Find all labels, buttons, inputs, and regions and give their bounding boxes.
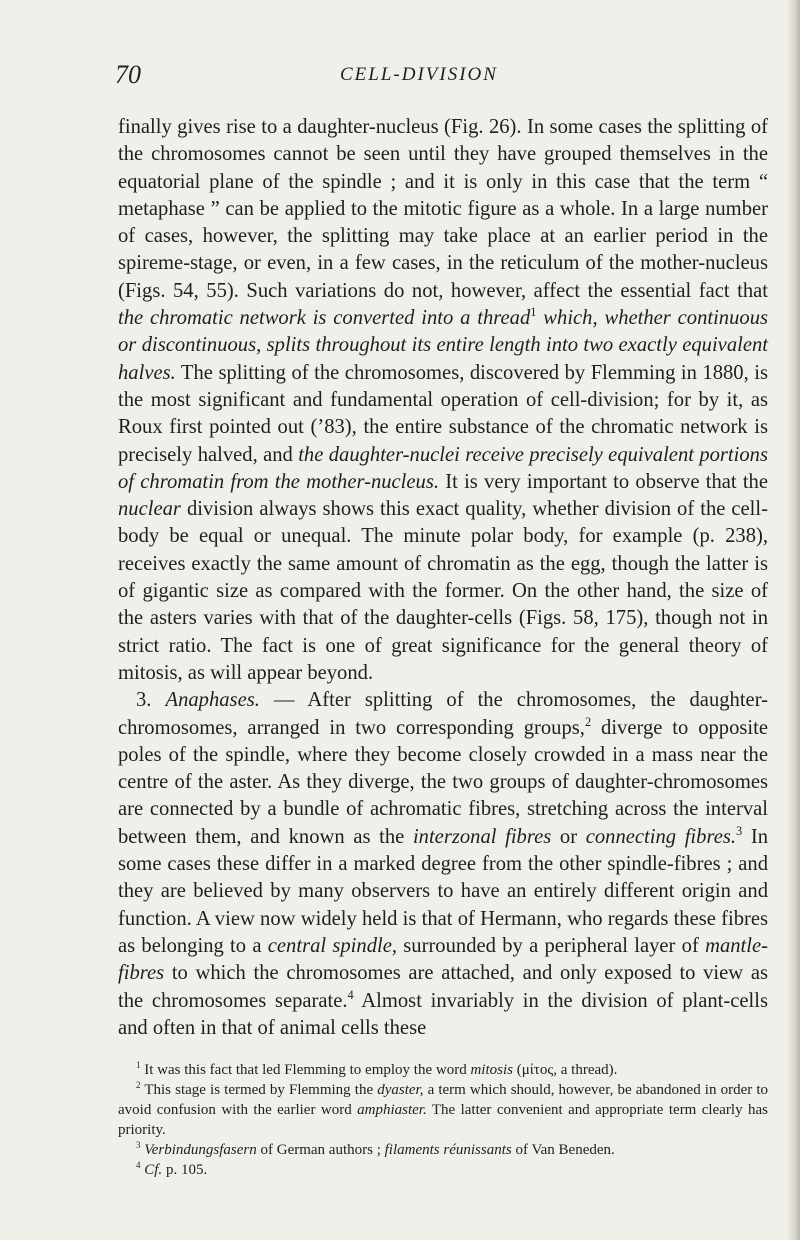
footnote-ref-2: 2 (584, 714, 592, 729)
footnote-ref-3: 3 (736, 823, 743, 838)
footnote-4: $^4$ Cf. p. 105. (136, 1160, 208, 1178)
paragraph-anaphases: 3. Anaphases. — After splitting of the chromosomes, the daughter-chromosomes, arranged in two corresponding groups,$^2$ diverge to opposite poles of the spindle, where they become closely crowded in a mass near the centre of the aster. As they diverge, the two groups of daughter-chromosomes are connected by a bundle of achromatic fibres, stretching across the interval between them, and known as the interzonal fibres or connecting fibres.$^3$ In some cases these differ in a marked degree from the other spindle-fibres ; and they are believed by many observers to have an entirely different origin and function. A view now widely held is that of Hermann, who regards these fibres as belonging to a central spindle, surrounded by a peripheral layer of mantle-fibres to which the chromosomes are attached, and only exposed to view as the chromosomes separate.$^4$ Almost invariably in the division of plant-cells and often in that of animal cells these (118, 689, 769, 1039)
section-heading-anaphases: Anaphases. (165, 689, 260, 712)
paragraph-splitting: finally gives rise to a daughter-nucleus (Fig. 26). In some cases the splitting of the chromosomes cannot be seen until they have grouped themselves in the equatorial plane of the spindle ; and it is only in this case that the term “ metaphase ” can be applied to the mitotic figure as a whole. In a large number of cases, however, the splitting may take place at an earlier period in the spireme-stage, or even, in a few cases, in the reticulum of the mother-nucleus (Figs. 54, 55). Such variations do not, however, affect the essential fact that the chromatic network is converted into a thread$^1$ which, whether continuous or discontinuous, splits throughout its entire length into two exactly equivalent halves. The splitting of the chromosomes, discovered by Flemming in 1880, is the most significant and fundamental operation of cell-division; for by it, as Roux first pointed out (’83), the entire substance of the chromatic network is precisely halved, and the daughter-nuclei receive precisely equivalent portions of chromatin from the mother-nucleus. It is very important to observe that the nuclear division always shows this exact quality, whether division of the cell-body be equal or unequal. The minute polar body, for example (p. 238), receives exactly the same amount of chromatin as the egg, though the latter is of gigantic size as compared with the former. On the other hand, the size of the asters varies with that of the daughter-cells (Figs. 58, 175), though not in strict ratio. The fact is one of great significance for the general theory of mitosis, as will appear beyond. (118, 116, 769, 684)
footnotes (118, 1060, 768, 1180)
running-header (115, 60, 765, 90)
footnote-3: $^3$ Verbindungsfasern of German authors ; filaments réunissants of Van Beneden. (136, 1140, 615, 1158)
footnote-ref-1: 1 (530, 305, 537, 320)
footnote-ref-4: 4 (347, 987, 354, 1002)
footnote-1: $^1$ It was this fact that led Flemming to employ the word mitosis (μίτος, a thread). (136, 1060, 618, 1078)
page-edge-shadow (786, 0, 800, 1240)
body-text (118, 114, 768, 1042)
footnote-2: $^2$ This stage is termed by Flemming the dyaster, a term which should, however, be abandoned in order to avoid confusion with the earlier word amphiaster. The latter convenient and appropriate term clearly has priority. (118, 1080, 768, 1138)
running-title: CELL-DIVISION (340, 64, 498, 85)
page-number: 70 (115, 60, 141, 89)
